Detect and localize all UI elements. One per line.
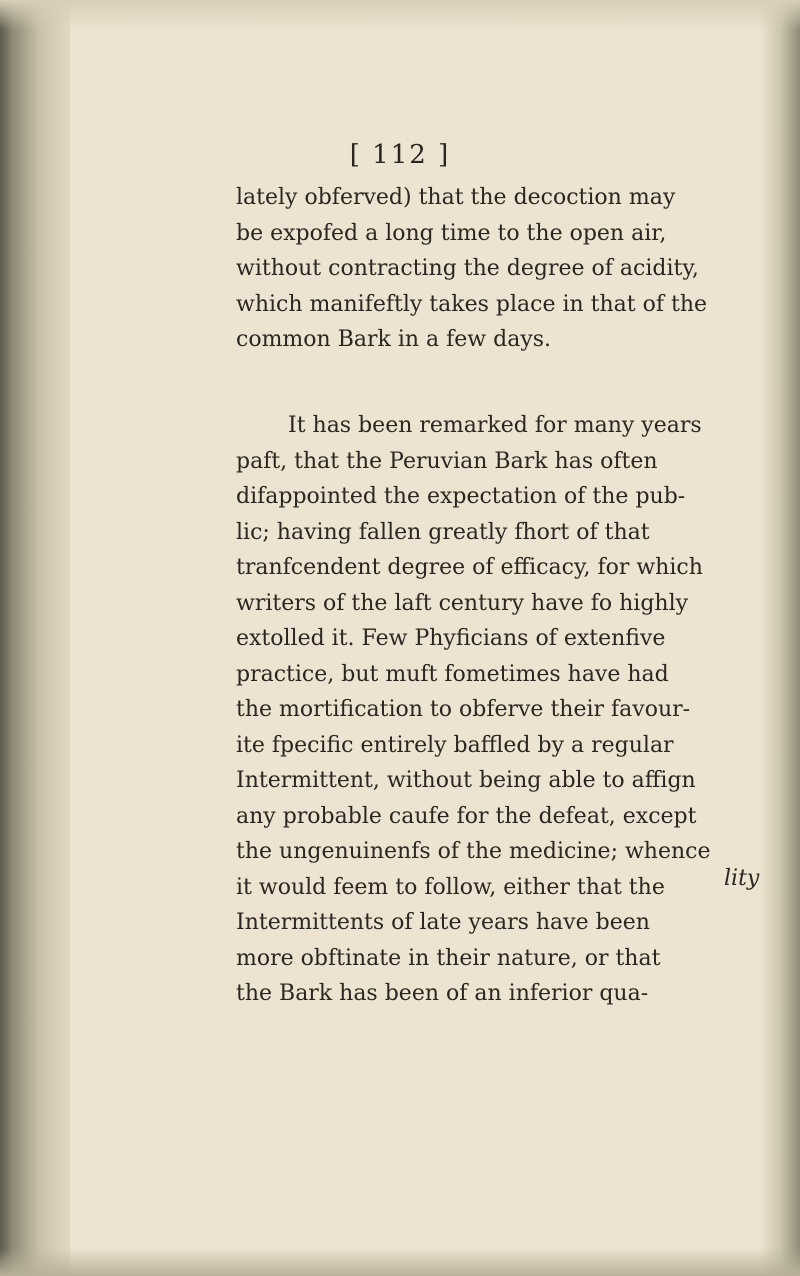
text-line: writers of the laft century have fo highly [236, 590, 689, 616]
text-line: It has been remarked for many years [288, 413, 702, 438]
text-line: common Bark in a few days. [236, 327, 552, 352]
text-line: the ungenuinenfs of the medicine; whence [236, 839, 711, 864]
top-edge-shade [0, 0, 800, 30]
page-number: [ 112 ] [349, 140, 451, 170]
text-line: without contracting the degree of acidity, [236, 256, 699, 281]
text-line: more obftinate in their nature, or that [236, 945, 661, 971]
text-line: tranfcendent degree of efficacy, for which [236, 555, 703, 580]
catchword: lity [724, 866, 760, 891]
paragraph-continuation [236, 180, 796, 358]
text-line: practice, but muft fometimes have had [236, 661, 669, 687]
text-line: paft, that the Peruvian Bark has often [236, 448, 658, 474]
text-line: the mortification to obferve their favour- [236, 697, 691, 722]
text-line: lic; having fallen greatly fhort of that [236, 519, 650, 545]
text-line: any probable caufe for the defeat, except [236, 803, 697, 829]
text-line: difappointed the expectation of the pub- [236, 484, 686, 509]
text-line: which manifeftly takes place in that of the [236, 291, 708, 317]
binding-shadow-left [0, 0, 70, 1276]
text-line: it would feem to follow, either that the [236, 874, 665, 900]
text-line: Intermittents of late years have been [236, 910, 650, 935]
text-line: Intermittent, without being able to affign [236, 768, 696, 793]
text-line: ite fpecific entirely baffled by a regular [236, 732, 674, 758]
text-line: be expofed a long time to the open air, [236, 220, 667, 246]
paragraph-peruvian-bark [236, 408, 796, 1012]
text-line: the Bark has been of an inferior qua- [236, 981, 649, 1006]
text-line: lately obferved) that the decoction may [236, 185, 676, 210]
text-line: extolled it. Few Phyficians of extenfive [236, 626, 666, 651]
bottom-edge-shade [0, 1248, 800, 1276]
